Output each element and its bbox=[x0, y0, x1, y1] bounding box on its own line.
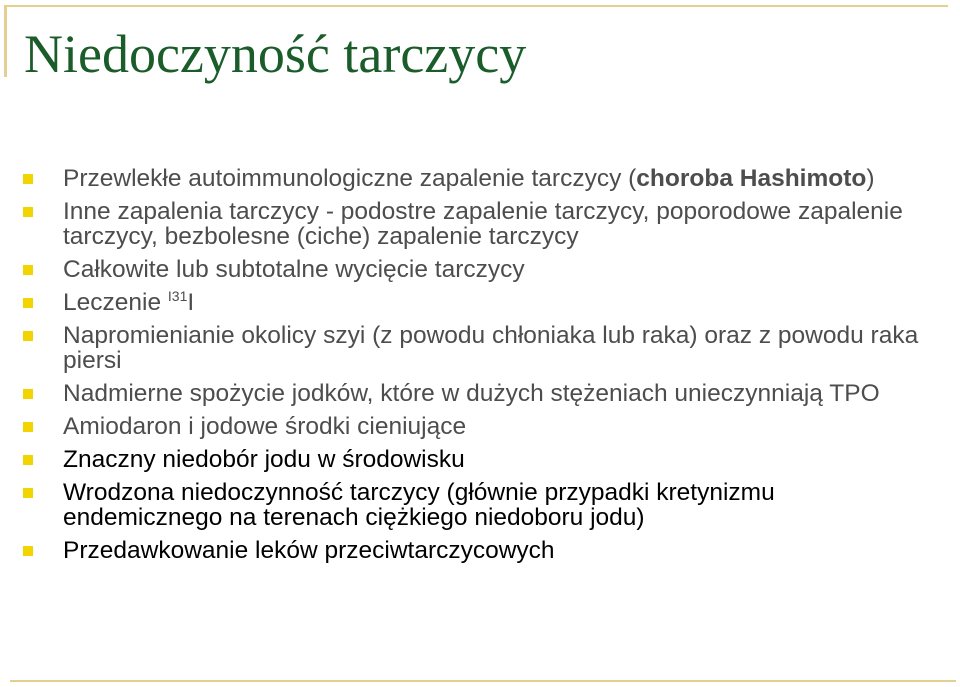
square-bullet-icon bbox=[23, 298, 33, 308]
bullet-item-congenital bbox=[0, 480, 940, 530]
square-bullet-icon bbox=[23, 207, 33, 217]
bullet-item-iodine-therapy bbox=[0, 290, 940, 315]
bullet-text: Nadmierne spożycie jodków, które w dużych stężeniach unieczynniają TPO bbox=[63, 380, 880, 407]
bullet-text-end: ) bbox=[866, 165, 875, 192]
square-bullet-icon bbox=[23, 488, 33, 498]
bullet-item-hashimoto bbox=[0, 166, 940, 191]
bullet-item-other-thyroiditis bbox=[0, 199, 940, 249]
bullet-text: Znaczny niedobór jodu w środowisku bbox=[63, 446, 465, 473]
bullet-item-iodine-deficiency bbox=[0, 447, 940, 472]
square-bullet-icon bbox=[23, 422, 33, 432]
left-accent-rule bbox=[4, 5, 7, 77]
bullet-text: Całkowite lub subtotalne wycięcie tarczycy bbox=[63, 256, 525, 283]
bullet-text: Inne zapalenia tarczycy - podostre zapalenie tarczycy, poporodowe zapalenie tarczycy, bezbolesne (ciche) zapalenie tarczycy bbox=[63, 198, 903, 250]
bullet-text-bold: choroba Hashimoto bbox=[636, 165, 867, 192]
bullet-text: Przedawkowanie leków przeciwtarczycowych bbox=[63, 537, 555, 564]
bullet-text: Amiodaron i jodowe środki cieniujące bbox=[63, 413, 467, 440]
square-bullet-icon bbox=[23, 331, 33, 341]
bullet-text: Wrodzona niedoczynność tarczycy (głównie przypadki kretynizmu endemicznego na terenach ciężkiego niedoboru jodu) bbox=[63, 479, 775, 531]
bullet-text: Przewlekłe autoimmunologiczne zapalenie tarczycy ( bbox=[63, 165, 637, 192]
square-bullet-icon bbox=[23, 389, 33, 399]
bullet-item-iodide-excess bbox=[0, 381, 940, 406]
bullet-text: Leczenie bbox=[63, 289, 168, 316]
bullet-item-antithyroid-overdose bbox=[0, 538, 940, 563]
top-accent-rule bbox=[4, 5, 948, 7]
slide-title: Niedoczyność tarczycy bbox=[24, 24, 527, 84]
bullet-text-end: I bbox=[187, 289, 195, 316]
isotope-superscript: I31 bbox=[167, 288, 188, 304]
square-bullet-icon bbox=[23, 174, 33, 184]
bottom-accent-rule bbox=[10, 680, 956, 682]
bullet-item-radiation bbox=[0, 323, 940, 373]
bullet-item-thyroidectomy bbox=[0, 257, 940, 282]
bullet-item-amiodarone bbox=[0, 414, 940, 439]
bullet-text: Napromienianie okolicy szyi (z powodu chłoniaka lub raka) oraz z powodu raka piersi bbox=[63, 322, 919, 374]
square-bullet-icon bbox=[23, 546, 33, 556]
square-bullet-icon bbox=[23, 265, 33, 275]
bullet-list bbox=[0, 166, 940, 571]
square-bullet-icon bbox=[23, 455, 33, 465]
